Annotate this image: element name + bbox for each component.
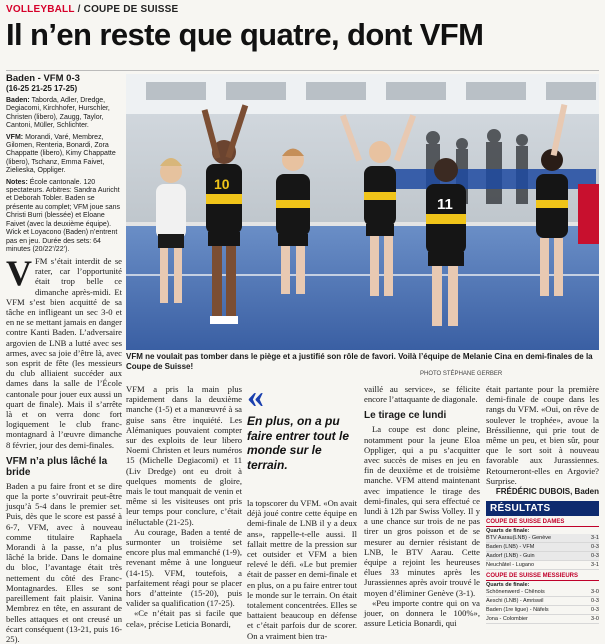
quote-mark-icon: « bbox=[247, 378, 264, 415]
result-row bbox=[486, 552, 599, 561]
kicker-section: COUPE DE SUISSE bbox=[83, 4, 179, 15]
article-column-5 bbox=[486, 384, 599, 497]
result-score: 0-3 bbox=[591, 607, 599, 613]
result-match: Baden (LNB) - VFM bbox=[486, 544, 535, 550]
factbox-baden bbox=[6, 97, 122, 131]
article-paragraph: «Ce n’était pas si facile que cela», précise Leticia Bonardi, bbox=[126, 608, 242, 629]
result-match: Jona - Colombier bbox=[486, 616, 528, 622]
photo-illustration bbox=[126, 74, 599, 350]
result-score: 3-1 bbox=[591, 535, 599, 541]
section-kicker bbox=[6, 4, 178, 15]
article-column-1 bbox=[6, 253, 122, 644]
article-paragraph: Au courage, Baden a tenté de surmonter un troisième set encore plus mal emmanché (1-9), revenant même à une longueur (14-15). VFM, toutefois, a parfaitement réagi pour se placer hors d’atteinte (15-20), puis valider sa qualification (17-25). bbox=[126, 526, 242, 609]
author-signature: FRÉDÉRIC DUBOIS, Baden bbox=[495, 487, 599, 497]
result-score: 3-1 bbox=[591, 562, 599, 568]
factbox-match: Baden - VFM 0-3 bbox=[6, 73, 80, 84]
team-celebration-photo bbox=[126, 74, 599, 350]
factbox-baden-label: Baden: bbox=[6, 97, 30, 104]
factbox-vfm bbox=[6, 134, 122, 176]
intertitle-2: Le tirage ce lundi bbox=[364, 410, 447, 422]
article-paragraph: la topscorer du VFM. «On avait déjà joué contre cette équipe en demi-finale de LNB il y a deux ans», rappelle-t-elle aussi. Il fallait mettre de la pression sur cet outsider et VFM a bien relevé le défi. «Le but premier était de passer en demi-finale et en plus, on a pu faire entrer tout le monde sur le terrain. On était totalement concentrées. Elles se battaient beaucoup en défense et c’était parfois dur de scorer. On a vraiment bien tra- bbox=[247, 498, 357, 641]
photo-credit: PHOTO STÉPHANE GERBER bbox=[420, 371, 503, 377]
intertitle-1: VFM n’a plus lâché la bride bbox=[6, 455, 108, 478]
jersey-number-11: 11 bbox=[437, 196, 453, 213]
article-paragraph: vaillé au service», se félicite encore l’attaquante de diagonale. bbox=[364, 384, 480, 405]
result-row bbox=[486, 588, 599, 597]
match-factbox bbox=[6, 74, 122, 257]
headline-rule bbox=[6, 70, 599, 71]
results-women-round: Quarts de finale: bbox=[486, 528, 530, 534]
results-box bbox=[486, 501, 599, 624]
result-row bbox=[486, 606, 599, 615]
result-score: 3-0 bbox=[591, 589, 599, 595]
pull-quote-text: En plus, on a pu faire entrer tout le monde sur le terrain. bbox=[247, 414, 350, 472]
headline: Il n’en reste que quatre, dont VFM bbox=[6, 17, 484, 52]
photo-caption: VFM ne voulait pas tomber dans le piège et a justifié son rôle de favori. Voilà l’équipe de Melanie Cina en demi-finales de la Coupe de Suisse! bbox=[126, 352, 593, 371]
factbox-vfm-label: VFM: bbox=[6, 133, 24, 141]
result-row bbox=[486, 543, 599, 552]
article-paragraph: était partante pour la première demi-finale de coupe dans les rangs du VFM. «Oui, on rêve de soulever le trophée», avoue la Bréssilienne, qui prie tout de même un peu, et bien sûr, pour que le sort soit à nouveau favorable aux Jurassiennes. Retourneront-elles en Argovie? Surprise. bbox=[486, 384, 599, 486]
article-column-4 bbox=[364, 384, 480, 628]
factbox-sets: (16-25 21-25 17-25) bbox=[6, 84, 78, 93]
result-score: 0-3 bbox=[591, 553, 599, 559]
result-match: Schönenwerd - Chênois bbox=[486, 589, 545, 595]
factbox-vfm-text: Morandi, Varé, Membrez, Gilomen, Renteria, Bonardi, Zora Chappatte (libero), Kimy Chappatte (libero), Tschanz, Emma Faivet, Zielieska, Oppliger. bbox=[6, 133, 116, 175]
article-paragraph: «Peu importe contre qui on va jouer, on donnera le 100%», assure Leticia Bonardi, qui bbox=[364, 597, 480, 629]
result-match: Baden (1re ligue) - Näfels bbox=[486, 607, 549, 613]
result-match: Neuchâtel - Lugano bbox=[486, 562, 535, 568]
kicker-rubric: VOLLEYBALL bbox=[6, 4, 75, 15]
result-row bbox=[486, 597, 599, 606]
result-match: Aadorf (LNB) - Guin bbox=[486, 553, 535, 559]
result-score: 0-3 bbox=[591, 598, 599, 604]
results-men-round: Quarts de finale: bbox=[486, 582, 530, 588]
kicker-separator: / bbox=[77, 4, 81, 15]
result-row bbox=[486, 561, 599, 570]
results-title: RÉSULTATS bbox=[486, 501, 599, 516]
result-match: Aeschi (LNB) - Amriswil bbox=[486, 598, 544, 604]
result-score: 3-0 bbox=[591, 616, 599, 622]
jersey-number-10: 10 bbox=[214, 176, 230, 192]
result-row bbox=[486, 615, 599, 624]
article-column-3 bbox=[247, 498, 357, 641]
results-women-section: COUPE DE SUISSE DAMES bbox=[486, 519, 599, 527]
dropcap: V bbox=[6, 253, 32, 293]
article-column-2 bbox=[126, 384, 242, 629]
result-match: BTV Aarau(LNB) - Genève bbox=[486, 535, 552, 541]
lede-text: FM s’était interdit de se rater, car l’opportunité était trop belle ce dimanche après-midi. Et VFM s’est bien acquitté de sa tâche en infligeant un sec 3-0 et en ne se mettant jamais en danger contre Kanti Baden. L’adversaire argovien de LNB a lutté avec ses armes, avec sa joie d’être là, avec son esprit de fête (les messieurs du club alliaient succéder aux dames dans la salle de l’École cantonale pour jouer eux aussi un quart de finale). Mais il s’arrête là et on verra donc fort logiquement le club franc-montagnard à l’œuvre dimanche 8 février, jour des demi-finales. bbox=[6, 256, 122, 450]
pull-quote bbox=[247, 378, 359, 472]
factbox-notes-text: École cantonale. 120 spectateurs. Arbitres: Sandra Auricht et Deborah Tobler. Baden se présente au complet; VFM joue sans Christi Burri (blessée) et Eloane Faivet (avec la deuxième équipe). Wick et Loyacono (Baden) n’entrent pas en jeu. Durée des sets: 64 minutes (20/22’/22’). bbox=[6, 178, 121, 253]
result-score: 0-3 bbox=[591, 544, 599, 550]
result-row bbox=[486, 534, 599, 543]
article-paragraph: Baden a pu faire front et se dire que la porte s’ouvrirait peut-être jusqu’à 5-4 dans le premier set. Puis, dès que le score est passé à 6-7, VFM, avec à nouveau comme titulaire Raphaela Morandi à la passe, n’a plus lâché la bride. Dans le domaine du bloc, l’avantage était très nettement du côté des Franc-Montagnardes. Elles se sont pareillement fait plaisir. Vanina Membrez en tête, en assurant de belles attaques et ont creusé un écart conséquent (13-21, puis 16-25). bbox=[6, 480, 122, 644]
factbox-notes-label: Notes: bbox=[6, 178, 28, 186]
factbox-baden-text: Taborda, Adler, Dredge, Degiacomi, Kirchhofer, Hurschler, Christen (libero), Zaugg, Taylor, Cantoni, Müller, Schlichter. bbox=[6, 97, 110, 130]
article-paragraph: La coupe est donc pleine, notamment pour la jeune Eloa Oppliger, qui a pu s’acquitter avec succès de mises en jeu en fin de deuxième et de troisième manche. VFM attend maintenant avec impatience le tirage des demi-finales, qui sera effectué ce lundi à 12h par Swiss Volley. Il y a une chance sur trois de ne pas tirer un gros poisson et de se mesurer au dernier résistant de LNB, le BTV Aarau. Cette équipe a rejoint les heureuses élues 33 minutes après les Jurassiennes après avoir trouvé le moyen d’éliminer Genève (3-1). bbox=[364, 424, 480, 598]
results-men-section: COUPE DE SUISSE MESSIEURS bbox=[486, 573, 599, 581]
factbox-notes bbox=[6, 179, 122, 255]
article-lede bbox=[6, 253, 122, 450]
article-paragraph: VFM a pris la main plus rapidement dans la deuxième manche (1-5) et a manœuvré à sa guise sans être inquiété. Les Alémaniques pouvaient compter sur des exploits de leur libero Noemi Christen et leurs numéros 15 (Michelle Degiacomi) et 11 (Liv Dredge) ont eu droit à quelques moments de gloire, mais le tout manquait de venin et même si les visiteuses ont pris leur temps pour conclure, c’était inéluctable (21-25). bbox=[126, 384, 242, 527]
